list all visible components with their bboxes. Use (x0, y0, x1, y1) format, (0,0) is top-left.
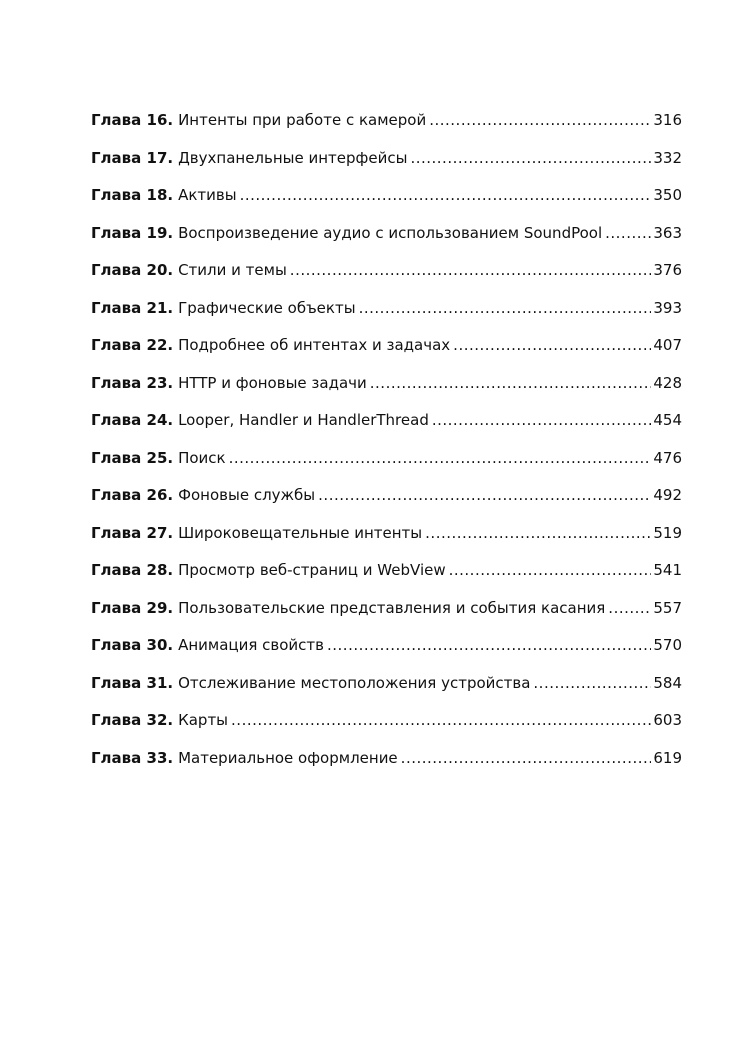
toc-entry (91, 221, 682, 259)
chapter-number: Глава 29. (91, 598, 174, 617)
chapter-title: Активы (178, 186, 237, 204)
dot-leader (533, 671, 651, 695)
toc-entry (91, 633, 682, 671)
page-number: 492 (653, 486, 682, 504)
chapter-title: Просмотр веб-страниц и WebView (178, 561, 446, 579)
page-number: 454 (653, 411, 682, 429)
toc-entry (91, 371, 682, 409)
page-number: 476 (653, 448, 682, 467)
chapter-number: Глава 19. (91, 223, 174, 242)
chapter-title: Стили и темы (178, 261, 287, 279)
toc-entry (91, 483, 682, 521)
toc-entry (91, 108, 682, 146)
chapter-number: Глава 22. (91, 336, 174, 354)
table-of-contents (91, 108, 682, 783)
toc-entry (91, 746, 682, 784)
page-number: 350 (653, 186, 682, 204)
chapter-title: Графические объекты (178, 298, 356, 317)
toc-entry (91, 558, 682, 596)
dot-leader (229, 446, 652, 470)
dot-leader (432, 408, 652, 432)
chapter-number: Глава 31. (91, 673, 174, 692)
toc-entry (91, 408, 682, 446)
chapter-number: Глава 27. (91, 523, 174, 542)
toc-entry (91, 333, 682, 371)
toc-entry (91, 671, 682, 709)
chapter-title: Отслеживание местоположения устройства (178, 673, 531, 692)
page-number: 393 (653, 298, 682, 317)
chapter-title: Карты (178, 711, 229, 729)
page-number: 363 (653, 223, 682, 242)
chapter-number: Глава 30. (91, 636, 174, 654)
chapter-number: Глава 25. (91, 448, 174, 467)
page-number: 519 (653, 523, 682, 542)
chapter-number: Глава 21. (91, 298, 174, 317)
dot-leader (240, 183, 652, 207)
chapter-title: Широковещательные интенты (178, 523, 423, 542)
chapter-title: Анимация свойств (178, 636, 324, 654)
page-number: 584 (653, 673, 682, 692)
dot-leader (401, 746, 652, 770)
chapter-number: Глава 23. (91, 373, 174, 392)
dot-leader (359, 296, 652, 320)
chapter-number: Глава 24. (91, 411, 174, 429)
toc-entry (91, 296, 682, 334)
page-number: 332 (653, 148, 682, 167)
chapter-title: HTTP и фоновые задачи (178, 373, 367, 392)
page-number: 428 (653, 373, 682, 392)
dot-leader (453, 333, 651, 357)
chapter-number: Глава 18. (91, 186, 174, 204)
chapter-number: Глава 28. (91, 561, 174, 579)
chapter-number: Глава 20. (91, 261, 174, 279)
dot-leader (449, 558, 652, 582)
dot-leader (429, 108, 651, 132)
toc-entry (91, 596, 682, 634)
dot-leader (608, 596, 651, 620)
chapter-number: Глава 32. (91, 711, 174, 729)
page-number: 619 (653, 748, 682, 767)
chapter-title: Looper, Handler и HandlerThread (178, 411, 429, 429)
toc-entry (91, 146, 682, 184)
chapter-title: Поиск (178, 448, 226, 467)
chapter-title: Воспроизведение аудио с использованием SoundPool (178, 223, 603, 242)
chapter-number: Глава 26. (91, 486, 174, 504)
toc-entry (91, 446, 682, 484)
page-number: 570 (653, 636, 682, 654)
page-number: 557 (653, 598, 682, 617)
page-number: 407 (653, 336, 682, 354)
dot-leader (231, 708, 651, 732)
dot-leader (605, 221, 651, 245)
chapter-title: Подробнее об интентах и задачах (178, 336, 451, 354)
chapter-number: Глава 17. (91, 148, 174, 167)
toc-entry (91, 258, 682, 296)
dot-leader (318, 483, 651, 507)
chapter-title: Интенты при работе с камерой (178, 111, 427, 129)
dot-leader (290, 258, 652, 282)
chapter-title: Пользовательские представления и события касания (178, 598, 606, 617)
chapter-number: Глава 16. (91, 111, 174, 129)
chapter-number: Глава 33. (91, 748, 174, 767)
toc-entry (91, 183, 682, 221)
toc-entry (91, 708, 682, 746)
dot-leader (370, 371, 652, 395)
page-number: 316 (653, 111, 682, 129)
page-number: 376 (653, 261, 682, 279)
page-number: 603 (653, 711, 682, 729)
chapter-title: Двухпанельные интерфейсы (178, 148, 408, 167)
page-number: 541 (653, 561, 682, 579)
chapter-title: Фоновые службы (178, 486, 316, 504)
chapter-title: Материальное оформление (178, 748, 398, 767)
toc-entry (91, 521, 682, 559)
dot-leader (410, 146, 651, 170)
dot-leader (425, 521, 651, 545)
dot-leader (327, 633, 651, 657)
